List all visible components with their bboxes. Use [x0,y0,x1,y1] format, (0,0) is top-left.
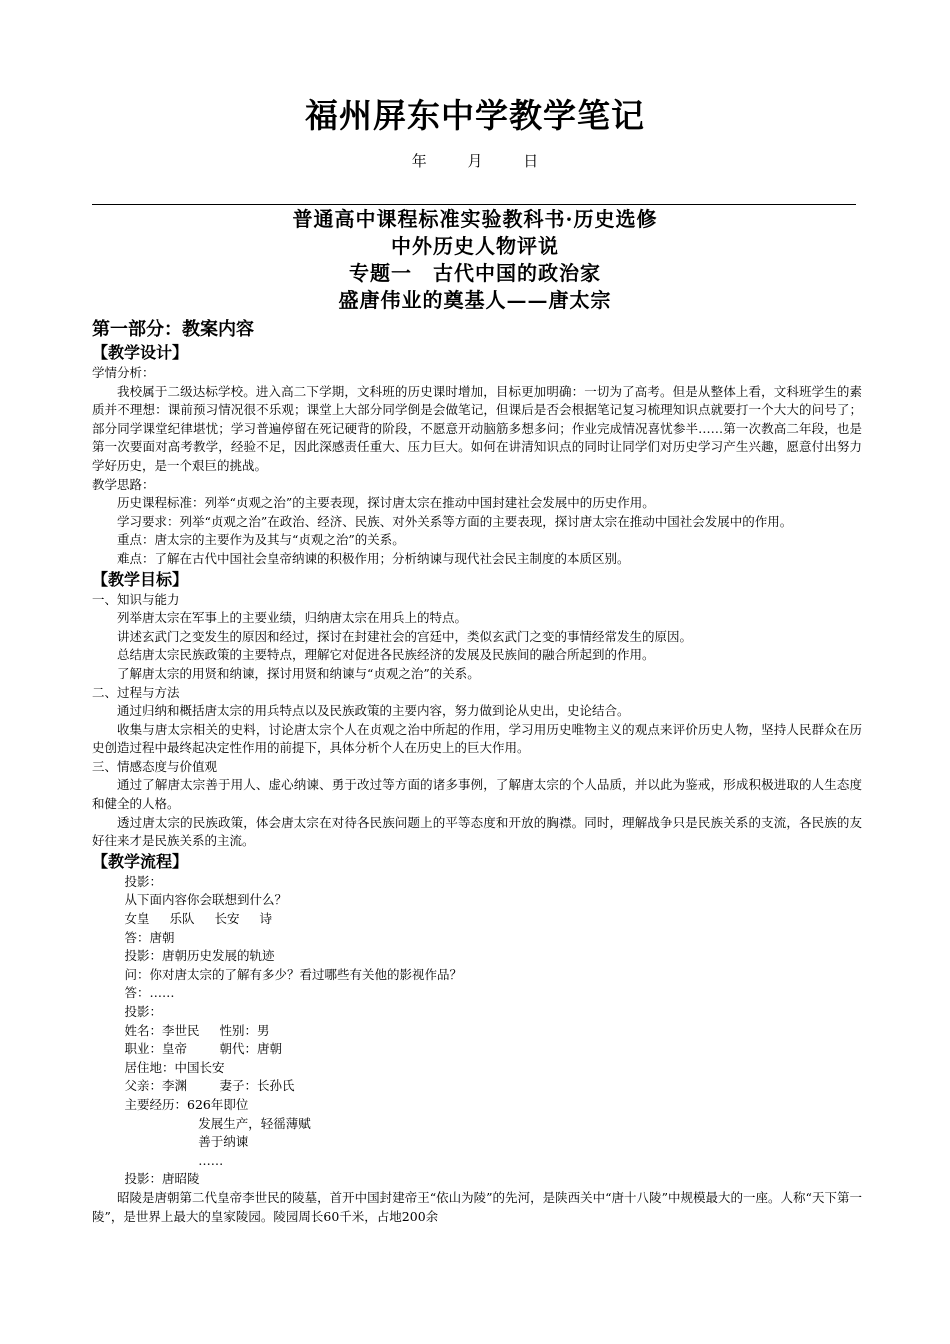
key-point-text: 重点：唐太宗的主要作为及其与“贞观之治”的关系。 [117,532,405,548]
date-year: 年 [411,152,427,170]
heading-book: 中外历史人物评说 [391,234,559,258]
situation-text: 我校属于二级达标学校。进入高二下学期，文科班的历史课时增加，目标更加明确：一切为了高考。但是从整体上看，文科班学生的素质并不理想：课前预习情况很不乐观；课堂上大部分同学倒是会做笔记，但课后是否会根据笔记复习梳理知识点就要打一个大大的问号了；部分同学课堂纪律堪忧；学习普遍停留在死记硬背的阶段，不愿意开动脑筋多想多问；作业完成情况喜忧参半……第一次教高二年段，也是第一次要面对高考教学，经验不足，因此深感责任重大、压力巨大。如何在讲清知识点的同时让同学们对历史学习产生兴趣，愿意付出努力学好历史，是一个艰巨的挑战。 [92,383,862,473]
projection-1: 投影： [124,873,163,889]
profile-row [92,1077,862,1096]
approach-label: 教学思路： [92,476,155,492]
profile-experience-item: 善于纳谏 [198,1134,249,1150]
goal1-item: 了解唐太宗的用贤和纳谏，探讨用贤和纳谏与“贞观之治”的关系。 [117,665,480,681]
goal3-label: 三、情感态度与价值观 [92,758,218,774]
course-headings [0,206,950,314]
goal1-item: 列举唐太宗在军事上的主要业绩，归纳唐太宗在用兵上的特点。 [117,610,468,626]
profile-father: 父亲：李渊 [124,1078,188,1094]
situation-label: 学情分析： [92,365,155,380]
goal1-item: 讲述玄武门之变发生的原因和经过，探讨在封建社会的宫廷中，类似玄武门之变的事情经常发生的原因。 [117,628,693,644]
keyword: 乐队 [169,911,195,927]
difficulty-text: 难点：了解在古代中国社会皇帝纳谏的积极作用；分析纳谏与现代社会民主制度的本质区别。 [117,550,630,566]
heading-lesson: 盛唐伟业的奠基人——唐太宗 [338,288,612,312]
standard-text: 历史课程标准：列举“贞观之治”的主要表现，探讨唐太宗在推动中国封建社会发展中的历史作用。 [117,495,655,511]
answer-1: 答：唐朝 [124,929,175,945]
goal2-label: 二、过程与方法 [92,684,180,700]
requirement-text: 学习要求：列举“贞观之治”在政治、经济、民族、对外关系等方面的主要表现，探讨唐太宗在推动中国社会发展中的作用。 [117,513,793,529]
date-line [0,150,950,171]
date-day: 日 [523,152,539,170]
profile-experience-item: 发展生产，轻徭薄赋 [198,1115,311,1131]
design-title: 【教学设计】 [92,343,189,362]
profile-gender: 性别：男 [219,1022,270,1038]
heading-topic: 专题一 古代中国的政治家 [349,261,601,285]
profile-job: 职业：皇帝 [124,1041,188,1057]
keyword-row [92,910,862,929]
goal1-label: 一、知识与能力 [92,591,180,607]
heading-textbook: 普通高中课程标准实验教科书·历史选修 [292,207,658,231]
profile-row [92,1040,862,1059]
zhaoling-text: 昭陵是唐朝第二代皇帝李世民的陵墓，首开中国封建帝王“依山为陵”的先河，是陕西关中“唐十八陵”中规模最大的一座。人称“天下第一陵”，是世界上最大的皇家陵园。陵园周长60千米，占地200余 [92,1189,862,1224]
keyword: 长安 [214,911,240,927]
page-title: 福州屏东中学教学笔记 [305,96,645,135]
flow-title: 【教学流程】 [92,851,189,871]
goals-title: 【教学目标】 [92,569,189,589]
goal3-item: 通过了解唐太宗善于用人、虚心纳谏、勇于改过等方面的诸多事例，了解唐太宗的个人品质，并以此为鉴戒，形成积极进取的人生态度和健全的人格。 [92,777,862,812]
keyword: 女皇 [124,911,150,927]
profile-experience-item: …… [198,1152,224,1168]
projection-3: 投影： [124,1004,163,1019]
profile-dynasty: 朝代：唐朝 [219,1041,283,1057]
part1-title: 第一部分：教案内容 [92,319,254,340]
keyword: 诗 [259,911,273,927]
goal1-item: 总结唐太宗民族政策的主要特点，理解它对促进各民族经济的发展及民族间的融合所起到的作用。 [117,647,655,663]
lesson-content [92,318,862,1226]
header-divider [92,204,856,205]
projection-2: 投影：唐朝历史发展的轨迹 [124,948,275,964]
projection-4: 投影：唐昭陵 [124,1171,200,1187]
question-1: 从下面内容你会联想到什么？ [124,892,288,908]
question-2: 问：你对唐太宗的了解有多少？看过哪些有关他的影视作品？ [124,966,463,982]
profile-name: 姓名：李世民 [124,1022,200,1038]
date-month: 月 [467,152,483,170]
goal3-item: 透过唐太宗的民族政策，体会唐太宗在对待各民族问题上的平等态度和开放的胸襟。同时，理解战争只是民族关系的支流，各民族的友好往来才是民族关系的主流。 [92,814,862,849]
profile-row [92,1022,862,1041]
goal2-item: 通过归纳和概括唐太宗的用兵特点以及民族政策的主要内容，努力做到论从史出，史论结合。 [117,703,630,719]
profile-home: 居住地：中国长安 [124,1059,225,1075]
profile-wife: 妻子：长孙氏 [219,1078,295,1094]
goal2-item: 收集与唐太宗相关的史料，讨论唐太宗个人在贞观之治中所起的作用，学习用历史唯物主义的观点来评价历史人物，坚持人民群众在历史创造过程中最终起决定性作用的前提下，具体分析个人在历史上的巨大作用。 [92,721,862,756]
answer-2: 答：…… [124,985,175,1001]
profile-experience: 主要经历：626年即位 [124,1096,249,1112]
